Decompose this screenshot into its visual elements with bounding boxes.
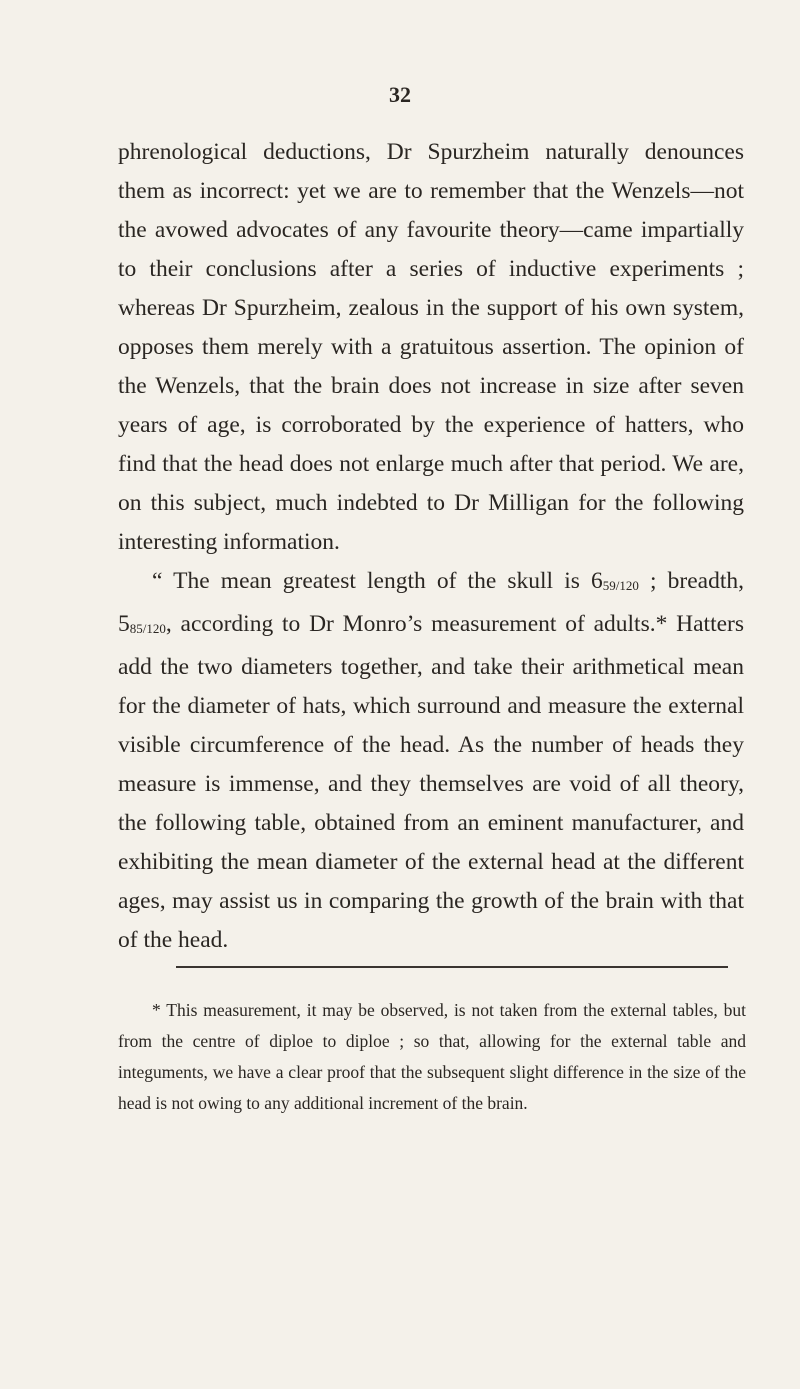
footnote-rule — [176, 966, 728, 968]
paragraph-2-lead: “ The mean greatest length of the skull is 6 — [152, 568, 603, 594]
paragraph-2-rest: , according to Dr Monro’s measurement of adults.* Hatters add the two diameters together, and take their arithmetical mean for the diameter of hats, which surround and measure the external visible circumference of the head. As the number of heads they measure is immense, and they themselves are void of all theory, the following table, obtained from an eminent manufacturer, and exhibiting the mean diameter of the external head at the different ages, may assist us in comparing the growth of the brain with that of the head. — [118, 611, 744, 953]
breadth-fraction: 85/120 — [129, 621, 166, 636]
body-text — [118, 133, 744, 960]
length-fraction: 59/120 — [602, 578, 639, 593]
page-number: 32 — [389, 82, 411, 107]
paragraph-1: phrenological deductions, Dr Spurzheim naturally denounces them as incorrect: yet we are to remember that the Wenzels—not the avowed advocates of any favourite theory—came impartially to their conclusions after a series of inductive experiments ; whereas Dr Spurzheim, zealous in the support of his own system, opposes them merely with a gratuitous assertion. The opinion of the Wenzels, that the brain does not increase in size after seven years of age, is corroborated by the experience of hatters, who find that the head does not enlarge much after that period. We are, on this subject, much indebted to Dr Milligan for the following interesting information. — [118, 139, 744, 555]
paragraph-2-mid: ; breadth, 5 — [118, 568, 745, 637]
footnote — [118, 995, 746, 1119]
paragraph-2 — [118, 562, 744, 960]
footnote-text: * This measurement, it may be observed, is not taken from the external tables, but from the centre of diploe to diploe ; so that, allowing for the external table and integuments, we have a clear proof that the subsequent slight difference in the size of the head is not owing to any additional increment of the brain. — [118, 1000, 746, 1113]
